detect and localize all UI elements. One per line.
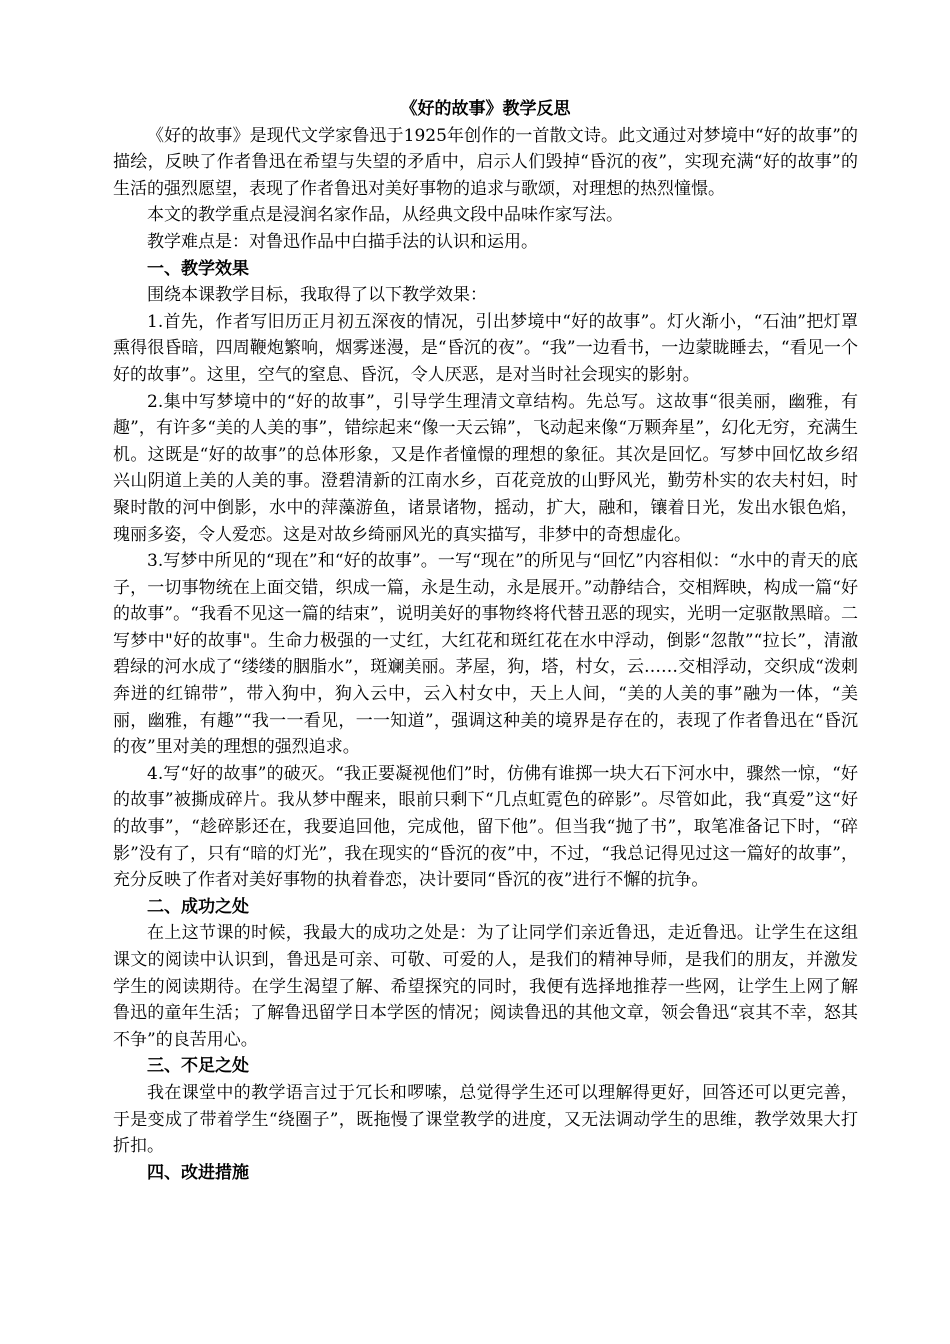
shortcomings-paragraph: 我在课堂中的教学语言过于冗长和啰嗦，总觉得学生还可以理解得更好，回答还可以更完善，于是变成了带着学生“绕圈子”，既拖慢了课堂教学的进度，又无法调动学生的思维，教学效果大打折扣。 <box>113 1082 858 1157</box>
document-page <box>113 96 858 1186</box>
effect-intro-paragraph: 围绕本课教学目标，我取得了以下教学效果： <box>147 285 487 306</box>
effect-point-1-paragraph: 1.首先，作者写旧历正月初五深夜的情况，引出梦境中“好的故事”。灯火渐小，“石油”把灯罩熏得很昏暗，四周鞭炮繁响，烟雾迷漫，是“昏沉的夜”。“我”一边看书，一边蒙眬睡去，“看见一个好的故事”。这里，空气的窒息、昏沉，令人厌恶，是对当时社会现实的影射。 <box>113 311 858 385</box>
section-heading-teaching-effect: 一、教学效果 <box>147 258 249 279</box>
teaching-difficulty-paragraph: 教学难点是：对鲁迅作品中白描手法的认识和运用。 <box>147 231 538 252</box>
section-heading-improvements: 四、改进措施 <box>147 1162 249 1183</box>
intro-paragraph: 《好的故事》是现代文学家鲁迅于1925年创作的一首散文诗。此文通过对梦境中“好的故事”的描绘，反映了作者鲁迅在希望与失望的矛盾中，启示人们毁掉“昏沉的夜”，实现充满“好的故事”的生活的强烈愿望，表现了作者鲁迅对美好事物的追求与歌颂，对理想的热烈憧憬。 <box>113 125 858 199</box>
section-heading-success: 二、成功之处 <box>147 896 249 917</box>
effect-point-4-paragraph: 4.写“好的故事”的破灭。“我正要凝视他们”时，仿佛有谁掷一块大石下河水中，骤然一惊，“好的故事”被撕成碎片。我从梦中醒来，眼前只剩下“几点虹霓色的碎影”。尽管如此，我“真爱”这“好的故事”，“趁碎影还在，我要追回他，完成他，留下他”。但当我“抛了书”，取笔准备记下时，“碎影”没有了，只有“暗的灯光”，我在现实的“昏沉的夜”中，不过，“我总记得见过这一篇好的故事”，充分反映了作者对美好事物的执着眷恋，决计要同“昏沉的夜”进行不懈的抗争。 <box>113 763 858 891</box>
section-heading-shortcomings: 三、不足之处 <box>147 1056 249 1077</box>
teaching-focus-paragraph: 本文的教学重点是浸润名家作品，从经典文段中品味作家写法。 <box>147 205 623 226</box>
effect-point-2-paragraph: 2.集中写梦境中的“好的故事”，引导学生理清文章结构。先总写。这故事“很美丽，幽雅，有趣”，有许多“美的人美的事”，错综起来“像一天云锦”，飞动起来像“万颗奔星”，幻化无穷，充满生机。这既是“好的故事”的总体形象，又是作者憧憬的理想的象征。其次是回忆。写梦中回忆故乡绍兴山阴道上美的人美的事。澄碧清新的江南水乡，百花竞放的山野风光，勤劳朴实的农夫村妇，时聚时散的河中倒影，水中的萍藻游鱼，诸景诸物，摇动，扩大，融和，镶着日光，发出水银色焰，瑰丽多姿，令人爱恋。这是对故乡绮丽风光的真实描写，非梦中的奇想虚化。 <box>113 391 858 545</box>
document-title: 《好的故事》教学反思 <box>400 99 571 119</box>
effect-point-3-paragraph: 3.写梦中所见的“现在”和“好的故事”。一写“现在”的所见与“回忆”内容相似：“水中的青天的底子，一切事物统在上面交错，织成一篇，永是生动，永是展开。”动静结合，交相辉映，构成一篇“好的故事”。“我看不见这一篇的结束”，说明美好的事物终将代替丑恶的现实，光明一定驱散黑暗。二写梦中"好的故事"。生命力极强的一丈红，大红花和斑红花在水中浮动，倒影“忽散”“拉长”，清澈碧绿的河水成了“缕缕的胭脂水”，斑斓美丽。茅屋，狗，塔，村女，云……交相浮动，交织成“泼刺奔迸的红锦带”，带入狗中，狗入云中，云入村女中，天上人间，“美的人美的事”融为一体，“美丽，幽雅，有趣”“我一一看见，一一知道”，强调这种美的境界是存在的，表现了作者鲁迅在“昏沉的夜”里对美的理想的强烈追求。 <box>113 551 858 758</box>
success-paragraph: 在上这节课的时候，我最大的成功之处是：为了让同学们亲近鲁迅，走近鲁迅。让学生在这组课文的阅读中认识到，鲁迅是可亲、可敬、可爱的人，是我们的精神导师，是我们的朋友，并激发学生的阅读期待。在学生渴望了解、希望探究的同时，我便有选择地推荐一些网，让学生上网了解鲁迅的童年生活；了解鲁迅留学日本学医的情况；阅读鲁迅的其他文章，领会鲁迅“哀其不幸，怒其不争”的良苦用心。 <box>113 923 858 1050</box>
